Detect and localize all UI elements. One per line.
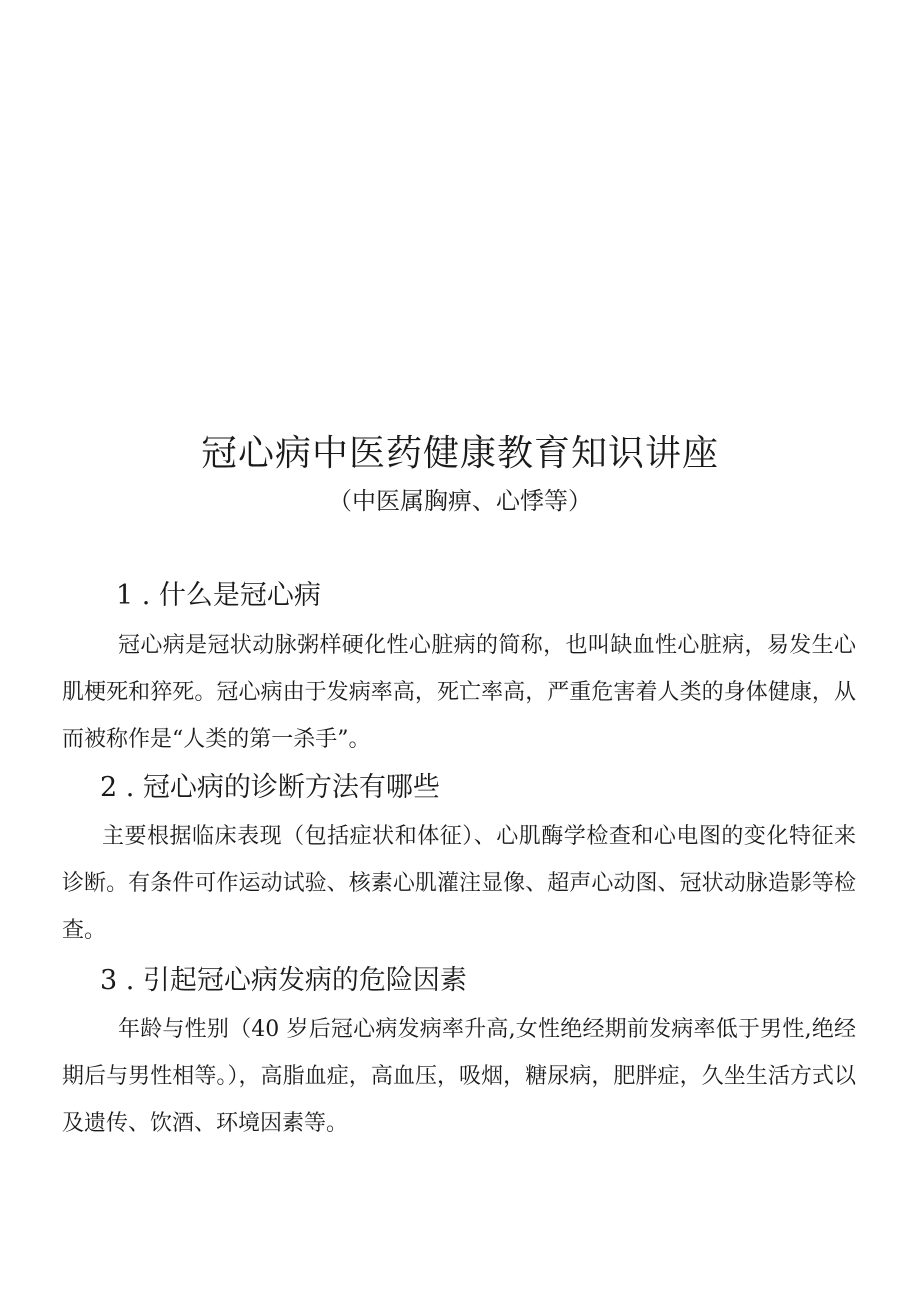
section-3-body: 年龄与性别（40 岁后冠心病发病率升高,女性绝经期前发病率低于男性,绝经期后与男性相等。），高脂血症，高血压，吸烟，糖尿病，肥胖症，久坐生活方式以及遗传、饮酒、环境因素等。 — [62, 1017, 856, 1136]
document-title: 冠心病中医药健康教育知识讲座 — [200, 433, 719, 474]
section-2-heading: 2 . 冠心病的诊断方法有哪些 — [100, 772, 440, 803]
section-3-heading: 3 . 引起冠心病发病的危险因素 — [100, 965, 467, 996]
section-1-body: 冠心病是冠状动脉粥样硬化性心脏病的简称，也叫缺血性心脏病，易发生心肌梗死和猝死。冠心病由于发病率高，死亡率高，严重危害着人类的身体健康，从而被称作是“人类的第一杀手”。 — [62, 633, 856, 752]
section-2-body: 主要根据临床表现（包括症状和体征）、心肌酶学检查和心电图的变化特征来诊断。有条件可作运动试验、核素心肌灌注显像、超声心动图、冠状动脉造影等检查。 — [62, 824, 856, 943]
document-subtitle: （中医属胸痹、心悸等） — [328, 487, 592, 515]
section-1-heading: 1 . 什么是冠心病 — [116, 580, 321, 611]
